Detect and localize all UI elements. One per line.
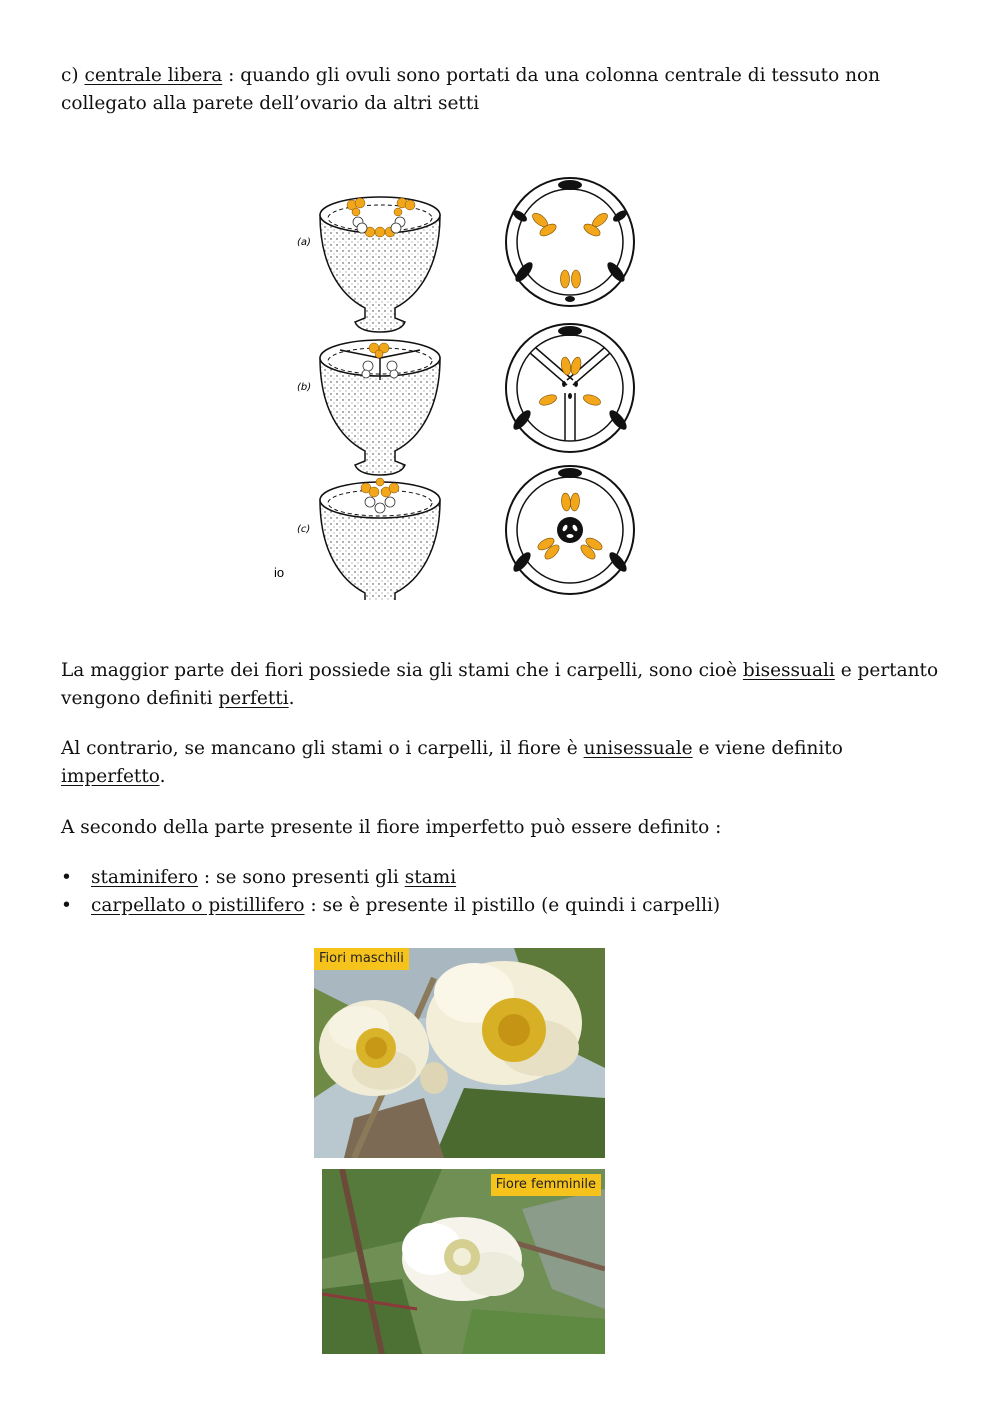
paragraph-definito: A secondo della parte presente il fiore imperfetto può essere definito : [61, 817, 722, 838]
cross-section-a [506, 178, 634, 306]
figure-label-b: (b) [297, 382, 312, 393]
text-span: La maggior parte dei fiori possiede sia gli stami che i carpelli, sono cioè [61, 660, 743, 681]
list-item [61, 864, 720, 892]
female-flower-illustration [322, 1169, 605, 1354]
term-unisessuale: unisessuale [583, 738, 693, 759]
text-span: e viene definito [692, 738, 843, 759]
paragraph-centrale-libera [61, 62, 941, 118]
term-perfetti: perfetti [218, 688, 289, 709]
placentation-figure [270, 170, 650, 600]
female-flower-label: Fiore femminile [491, 1174, 601, 1196]
term-staminifero: staminifero [91, 867, 199, 888]
text-span: : se sono presenti gli [198, 867, 405, 888]
term-stami: stami [404, 867, 457, 888]
figure-corner-text: io [274, 565, 285, 580]
paragraph-text: : quando gli ovuli sono portati da una colonna centrale di tessuto non collegato alla parete dell’ovario da altri setti [61, 65, 881, 114]
text-span: Al contrario, se mancano gli stami o i carpelli, il fiore è [61, 738, 584, 759]
cup-a [320, 197, 440, 332]
bullet-list [61, 864, 720, 920]
cross-section-b [506, 324, 634, 452]
cup-b [320, 340, 440, 475]
item-prefix: c) [61, 65, 85, 86]
figure-label-c: (c) [297, 524, 311, 535]
text-span: : se è presente il pistillo (e quindi i carpelli) [304, 895, 721, 916]
term-bisessuali: bisessuali [742, 660, 835, 681]
text-span: e pertanto vengono definiti [61, 660, 939, 709]
bullet-icon: • [61, 867, 72, 888]
term-centrale-libera: centrale libera [84, 65, 223, 86]
male-flowers-label: Fiori maschili [314, 948, 409, 970]
list-item [61, 892, 720, 920]
paragraph-unisessuale [61, 735, 941, 791]
photo-male-flowers [314, 948, 605, 1158]
cross-section-c [506, 466, 634, 594]
text-span: . [288, 688, 295, 709]
male-flowers-illustration [314, 948, 605, 1158]
text-span: . [159, 766, 166, 787]
term-imperfetto: imperfetto [61, 766, 160, 787]
placentation-drawing [270, 170, 650, 600]
bullet-icon: • [61, 895, 72, 916]
cup-c [320, 478, 440, 600]
term-carpellato: carpellato o pistillifero [91, 895, 305, 916]
paragraph-bisessuali [61, 657, 941, 713]
photo-female-flower [322, 1169, 605, 1354]
figure-label-a: (a) [297, 237, 311, 248]
